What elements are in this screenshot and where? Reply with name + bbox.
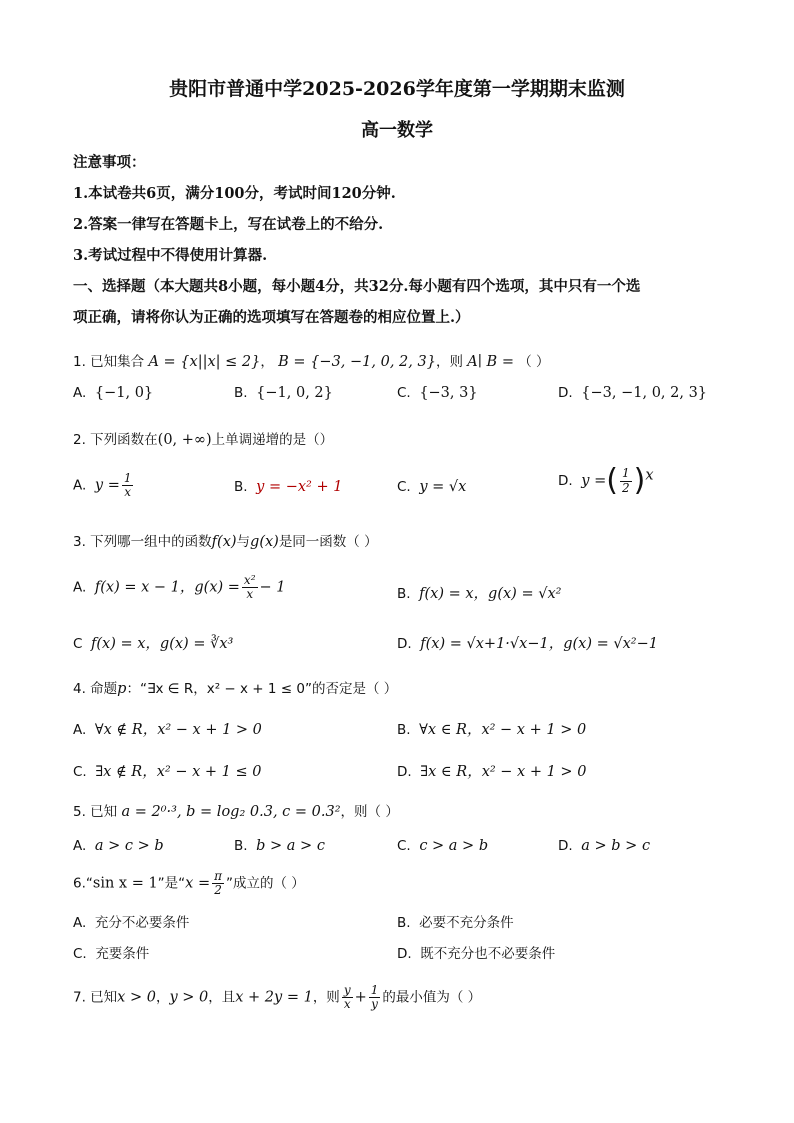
section-instructions-line1: 一、选择题（本大题共8小题，每小题4分，共32分.每小题有四个选项，其中只有一个选 <box>73 278 641 295</box>
section-instructions-line2: 项正确，请将你认为正确的选项填写在答题卷的相应位置上.） <box>73 309 470 326</box>
q5-option-a: A. a > c > b <box>73 838 164 854</box>
q2-option-a: A. y = $\frac{1}{x}$ <box>73 471 132 500</box>
q6-option-d: D. 既不充分也不必要条件 <box>397 946 556 962</box>
q1-prefix: 1. 已知集合 <box>73 354 145 370</box>
q1-option-b: B. {−1, 0, 2} <box>234 385 333 401</box>
q1-expr: A∣ B = <box>467 354 514 370</box>
q6-option-a: A. 充分不必要条件 <box>73 915 190 931</box>
question-2-stem <box>73 428 333 448</box>
question-7-stem: 7. 已知x > 0，y > 0，且x + 2y = 1，则 $\frac{y}{x}$ + $\frac{1}{y}$ 的最小值为（ ） <box>73 983 482 1012</box>
q5-option-b: B. b > a > c <box>234 838 325 854</box>
q6-option-b: B. 必要不充分条件 <box>397 915 514 931</box>
q2-option-d: D. y =( $\frac{1}{2}$ )$^x$ <box>558 463 654 498</box>
note-item-2: 2.答案一律写在答题卡上，写在试卷上的不给分. <box>73 216 384 233</box>
q1-set-b: B = {−3, −1, 0, 2, 3} <box>278 354 436 370</box>
question-1-stem <box>73 350 550 370</box>
q1-tail: ，则 <box>435 354 463 370</box>
notes-heading: 注意事项： <box>73 154 146 171</box>
q2-option-b: B. y = −x² + 1 <box>234 479 343 495</box>
note-item-3: 3.考试过程中不得使用计算器. <box>73 247 268 264</box>
question-6-stem: 6.“sin x = 1”是“x = $\frac{\pi}{2}$ ”成立的（ ） <box>73 869 305 898</box>
q5-option-d: D. a > b > c <box>558 838 651 854</box>
q3-option-b: B. f(x) = x，g(x) = √x² <box>397 586 562 602</box>
q1-sep: ， <box>260 354 274 370</box>
question-5-stem: 5. 已知 a = 2⁰·³, b = log₂ 0.3, c = 0.3²，则（ ） <box>73 804 399 820</box>
note-item-1: 1.本试卷共6页，满分100分，考试时间120分钟. <box>73 185 396 202</box>
q1-blank: （ ） <box>518 354 550 370</box>
q5-option-c: C. c > a > b <box>397 838 489 854</box>
question-3-stem: 3. 下列哪一组中的函数f(x)与g(x)是同一函数（ ） <box>73 534 378 550</box>
q3-option-a: A. f(x) = x − 1，g(x) = $\frac{\text{x²}}{x}$ − 1 <box>73 573 286 602</box>
q1-option-a: A. {−1, 0} <box>73 385 154 401</box>
q3-option-c: C f(x) = x，g(x) = ∛x³ <box>73 636 234 652</box>
q2-option-c: C. y = √x <box>397 479 467 495</box>
exam-title: 贵阳市普通中学2025-2026学年度第一学期期末监测 <box>169 78 625 100</box>
question-4-stem: 4. 命题p：“∃x ∈ R，x² − x + 1 ≤ 0”的否定是（ ） <box>73 681 398 697</box>
q1-option-c: C. {−3, 3} <box>397 385 478 401</box>
q4-option-c: C. ∃x ∉ R，x² − x + 1 ≤ 0 <box>73 764 262 780</box>
q2-prefix: 2. 下列函数在 <box>73 432 158 448</box>
q1-set-a: A = {x||x| ≤ 2} <box>148 354 261 370</box>
q2-tail: 上单调递增的是（） <box>211 432 334 448</box>
exam-subtitle: 高一数学 <box>361 120 433 141</box>
q6-option-c: C. 充要条件 <box>73 946 150 962</box>
q4-option-a: A. ∀x ∉ R，x² − x + 1 > 0 <box>73 722 262 738</box>
q1-option-d: D. {−3, −1, 0, 2, 3} <box>558 385 708 401</box>
q4-option-b: B. ∀x ∈ R，x² − x + 1 > 0 <box>397 722 587 738</box>
q2-interval: (0, +∞) <box>157 432 212 448</box>
q4-option-d: D. ∃x ∈ R，x² − x + 1 > 0 <box>397 764 587 780</box>
q3-option-d: D. f(x) = √x+1·√x−1，g(x) = √x²−1 <box>397 636 658 652</box>
